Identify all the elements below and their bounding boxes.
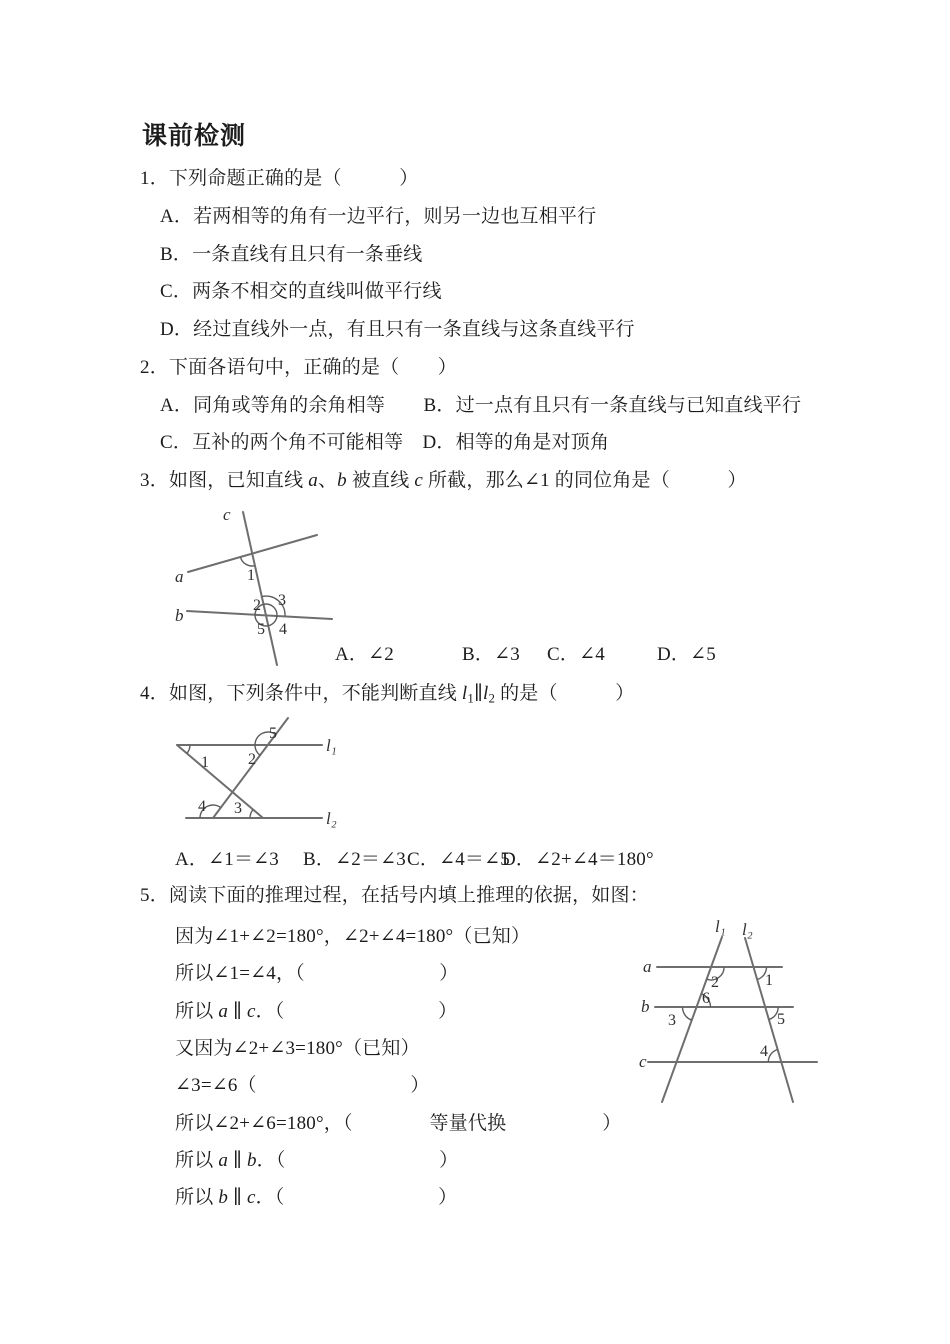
figure-q5-angle-1-label: 1 [765, 972, 773, 989]
figure-q4-angle-1-label: 1 [201, 754, 209, 771]
figure-q3-line-c [243, 512, 277, 665]
figure-q4-label-l2: l₂ [326, 809, 337, 828]
figure-q5-angle-4-label: 4 [760, 1043, 768, 1060]
figure-q5-label-a: a [643, 957, 652, 976]
question-3-option-c: C．∠4 [547, 644, 605, 665]
question-4-option-c: C．∠4＝∠5 [407, 849, 510, 870]
question-1-option-c: C．两条不相交的直线叫做平行线 [160, 281, 442, 302]
question-5-line-4: 又因为∠2+∠3=180°（已知） [175, 1038, 420, 1059]
figure-q5 [635, 913, 840, 1113]
figure-q5-angle-3-arc [682, 1007, 691, 1020]
question-3-option-d: D．∠5 [657, 644, 716, 665]
question-5-line-3: 所以 a ∥ c．（ ） [175, 1001, 458, 1022]
question-4-stem: 4．如图，下列条件中，不能判断直线 $l_1\parallel l_2$ 的是（ ） [140, 683, 635, 706]
question-1-option-b: B．一条直线有且只有一条垂线 [160, 244, 423, 265]
figure-q5-angle-4-arc [768, 1050, 777, 1063]
question-4-option-a: A．∠1＝∠3 [175, 849, 279, 870]
figure-q3-angle-2-label: 2 [253, 597, 261, 614]
figure-q3-angle-1-label: 1 [247, 567, 255, 584]
question-2-options-row-1: A．同角或等角的余角相等 B．过一点有且只有一条直线与已知直线平行 [160, 395, 802, 416]
question-4-option-b: B．∠2＝∠3 [303, 849, 406, 870]
question-5-line-6: 所以∠2+∠6=180°，（ 等量代换 ） [175, 1113, 622, 1134]
question-5-line-7: 所以 a ∥ b．（ ） [175, 1150, 459, 1171]
question-5-line-2: 所以∠1=∠4，（ ） [175, 963, 459, 984]
figure-q5-transversal-l2 [745, 938, 793, 1102]
figure-q4-angle-4-label: 4 [198, 798, 206, 815]
figure-q5-label-l1: l₁ [715, 917, 726, 936]
question-3-option-b: B．∠3 [462, 644, 520, 665]
figure-q4-label-l1: l₁ [326, 736, 337, 755]
figure-q4-angle-5-label: 5 [269, 725, 277, 742]
question-3-option-a: A．∠2 [335, 644, 394, 665]
figure-q3-angle-5-label: 5 [257, 621, 265, 638]
page-title: 课前检测 [142, 123, 247, 150]
figure-q5-angle-2-label: 2 [711, 974, 719, 991]
figure-q4-angle-3-arc [250, 810, 253, 818]
figure-q3-angle-4-label: 4 [279, 621, 287, 638]
question-1-stem: 1．下列命题正确的是（ ） [140, 168, 419, 189]
figure-q3-label-a: a [175, 567, 184, 586]
figure-q4-angle-1-arc [187, 745, 190, 753]
figure-q5-angle-3-label: 3 [668, 1012, 676, 1029]
question-2-stem: 2．下面各语句中，正确的是（ ） [140, 357, 457, 378]
question-5-line-5: ∠3=∠6（ ） [175, 1075, 430, 1096]
question-4-option-d: D．∠2+∠4＝180° [502, 849, 654, 870]
figure-q4-angle-3-label: 3 [234, 800, 242, 817]
question-2-options-row-2: C．互补的两个角不可能相等 D．相等的角是对顶角 [160, 432, 610, 453]
figure-q5-angle-5-label: 5 [777, 1011, 785, 1028]
question-1-option-d: D．经过直线外一点，有且只有一条直线与这条直线平行 [160, 319, 635, 340]
figure-q4-angle-2-label: 2 [248, 751, 256, 768]
figure-q4 [170, 712, 360, 852]
question-5-line-1: 因为∠1+∠2=180°，∠2+∠4=180°（已知） [175, 926, 531, 947]
figure-q3-label-c: c [223, 505, 231, 524]
figure-q5-angle-6-label: 6 [702, 990, 710, 1007]
question-5-stem: 5．阅读下面的推理过程，在括号内填上推理的依据，如图： [140, 885, 649, 906]
figure-q5-label-c: c [639, 1052, 647, 1071]
question-5-line-8: 所以 b ∥ c．（ ） [175, 1187, 458, 1208]
figure-q5-label-b: b [641, 997, 650, 1016]
question-1-option-a: A．若两相等的角有一边平行，则另一边也互相平行 [160, 206, 597, 227]
question-3-stem: 3．如图，已知直线 a、b 被直线 c 所截，那么∠1 的同位角是（ ） [140, 470, 747, 491]
figure-q3-label-b: b [175, 606, 184, 625]
figure-q3-angle-3-label: 3 [278, 592, 286, 609]
figure-q5-label-l2: l₂ [742, 920, 753, 939]
